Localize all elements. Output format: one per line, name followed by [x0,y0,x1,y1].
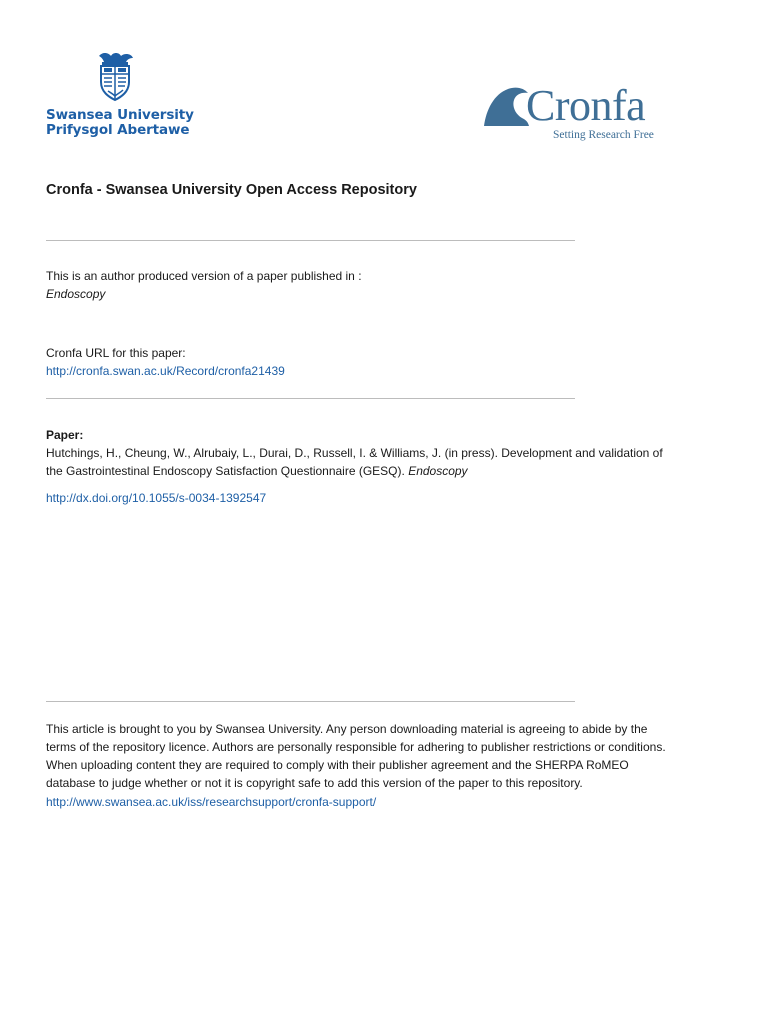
cronfa-support-link[interactable]: http://www.swansea.ac.uk/iss/researchsupport/cronfa-support/ [46,795,377,809]
cronfa-url-label: Cronfa URL for this paper: [46,346,186,360]
paper-label: Paper: [46,428,84,442]
citation-line-1: Hutchings, H., Cheung, W., Alrubaiy, L., Durai, D., Russell, I. & Williams, J. (in press). Development and validation of [46,446,663,460]
swansea-university-logo [46,50,194,140]
cronfa-record-link[interactable]: http://cronfa.swan.ac.uk/Record/cronfa21439 [46,364,285,378]
divider [46,398,575,399]
notice-line-4: database to judge whether or not it is copyright safe to add this version of the paper to this repository. [46,776,583,790]
cronfa-wordmark: Cronfa [526,81,646,130]
divider [46,240,575,241]
doi-link[interactable]: http://dx.doi.org/10.1055/s-0034-1392547 [46,491,267,505]
journal-name [46,285,105,303]
notice-line-2: terms of the repository licence. Authors are personally responsible for adhering to publisher restrictions or conditions. [46,740,666,754]
journal-name-text: Endoscopy [46,287,106,301]
citation-line-2 [46,462,468,480]
divider [46,701,575,702]
notice-line-3: When uploading content they are required to comply with their publisher agreement and the SHERPA RoMEO [46,758,629,772]
university-name-english: Swansea University [46,107,194,123]
citation-title-text: the Gastrointestinal Endoscopy Satisfaction Questionnaire (GESQ). [46,464,409,478]
notice-line-1: This article is brought to you by Swansea University. Any person downloading material is agreeing to abide by the [46,722,648,736]
cronfa-logo [482,81,682,146]
cronfa-tagline: Setting Research Free [553,129,654,141]
citation-journal: Endoscopy [408,464,468,478]
swansea-crest-icon [93,50,137,102]
university-name-welsh: Prifysgol Abertawe [46,122,190,138]
repository-title: Cronfa - Swansea University Open Access Repository [46,182,417,198]
wave-icon [482,84,530,128]
publication-intro: This is an author produced version of a paper published in : [46,269,362,283]
